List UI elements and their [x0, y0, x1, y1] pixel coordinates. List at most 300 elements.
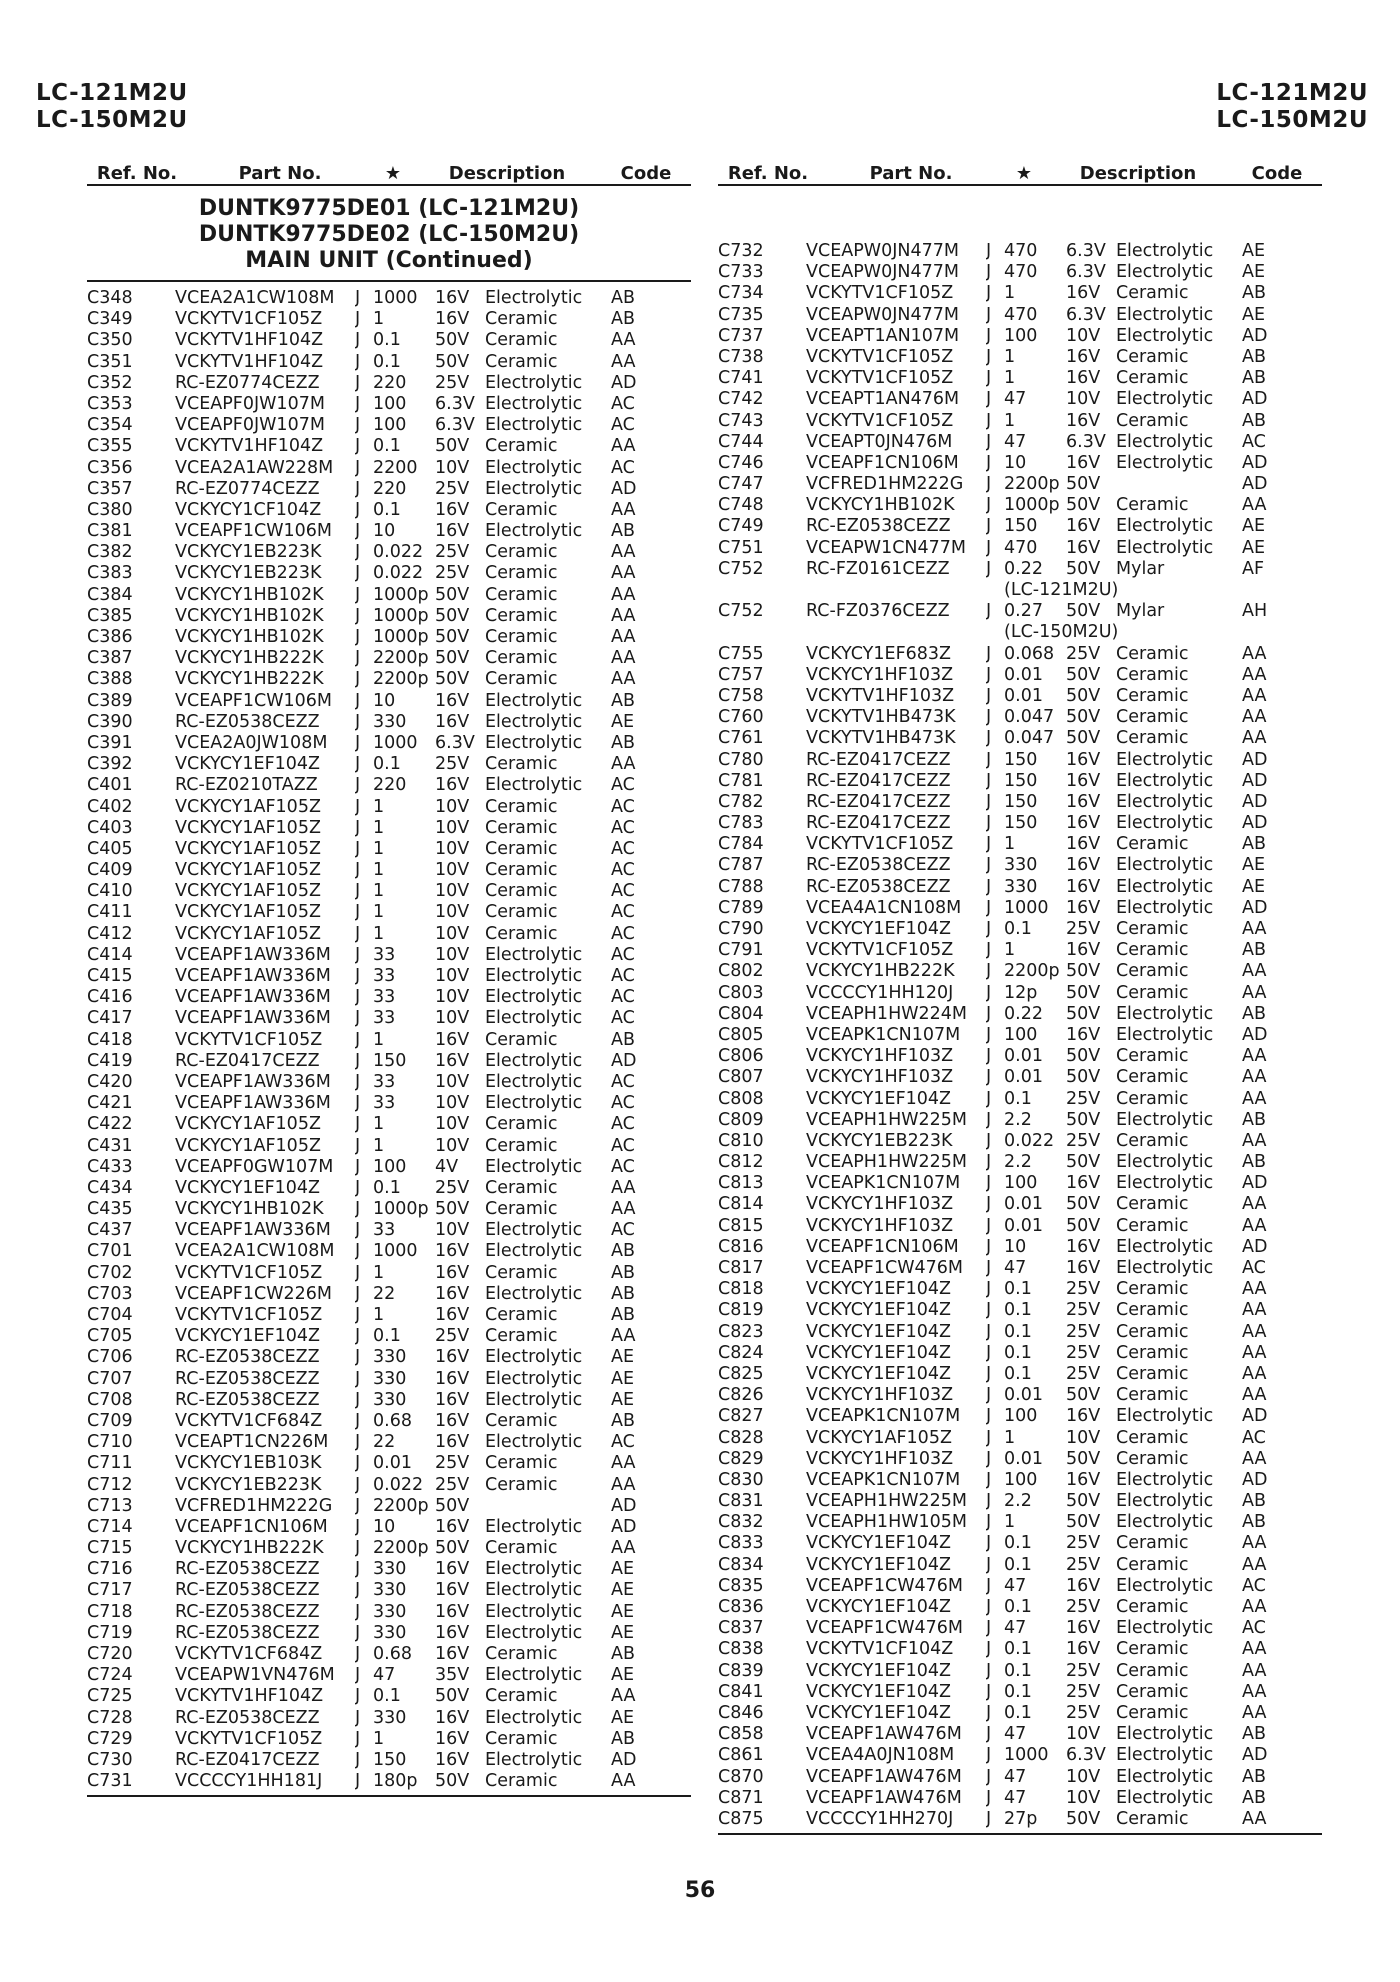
cell-type: Electrolytic	[1116, 876, 1214, 897]
cell-voltage: 16V	[435, 1432, 470, 1453]
cell-voltage: 16V	[1066, 410, 1101, 431]
cell-voltage: 50V	[1066, 707, 1101, 728]
cell-part-no: RC-EZ0538CEZZ	[806, 876, 951, 897]
cell-mark: J	[986, 1512, 992, 1533]
cell-mark: J	[986, 728, 992, 749]
cell-voltage: 50V	[1066, 474, 1101, 495]
cell-ref-no: C780	[718, 749, 764, 770]
cell-type: Ceramic	[485, 1771, 558, 1792]
cell-mark: J	[986, 452, 992, 473]
cell-part-no: VCEAPF1AW336M	[175, 1093, 331, 1114]
cell-value: 470	[1004, 262, 1038, 283]
cell-type: Electrolytic	[485, 478, 583, 499]
cell-code: AA	[1242, 1639, 1267, 1660]
cell-value: 0.1	[1004, 919, 1032, 939]
table-row	[87, 1008, 691, 1029]
cell-type: Ceramic	[1116, 495, 1189, 516]
cell-value: 1	[373, 1029, 385, 1050]
cell-mark: J	[355, 1749, 361, 1770]
cell-value: 1	[373, 1305, 385, 1325]
cell-type: Ceramic	[1116, 940, 1189, 961]
cell-mark: J	[986, 1215, 992, 1236]
cell-mark: J	[355, 1220, 361, 1241]
cell-mark: J	[355, 1347, 361, 1368]
cell-part-no: VCEAPF1CW226M	[175, 1283, 332, 1304]
cell-ref-no: C803	[718, 982, 764, 1003]
cell-part-no: VCEAPH1HW224M	[806, 1003, 968, 1024]
cell-type: Ceramic	[485, 330, 558, 351]
table-row	[87, 1178, 691, 1199]
cell-code: AD	[1242, 1236, 1268, 1257]
table-row	[718, 601, 1322, 622]
cell-mark: J	[986, 1406, 992, 1427]
cell-ref-no: C833	[718, 1533, 764, 1554]
cell-ref-no: C412	[87, 923, 133, 944]
cell-mark: J	[355, 1410, 361, 1431]
cell-ref-no: C834	[718, 1554, 764, 1575]
cell-voltage: 16V	[1066, 1575, 1101, 1596]
cell-part-no: VCKYCY1AF105Z	[175, 923, 321, 944]
cell-code: AE	[1242, 262, 1266, 283]
cell-code: AD	[611, 478, 637, 499]
cell-voltage: 16V	[1066, 1258, 1101, 1278]
cell-voltage: 25V	[435, 1453, 470, 1474]
cell-value: 330	[1004, 855, 1038, 876]
cell-type: Ceramic	[1116, 1215, 1189, 1236]
table-row	[718, 1449, 1322, 1470]
cell-value: 150	[1004, 749, 1038, 770]
cell-value: 2.2	[1004, 1152, 1032, 1173]
cell-ref-no: C817	[718, 1258, 764, 1278]
cell-type: Ceramic	[485, 1410, 558, 1431]
table-row	[718, 792, 1322, 813]
cell-mark: J	[355, 627, 361, 647]
cell-value: 1	[1004, 368, 1016, 389]
cell-ref-no: C871	[718, 1787, 764, 1808]
cell-mark: J	[355, 1156, 361, 1177]
cell-part-no: VCEAPF1CW476M	[806, 1258, 963, 1278]
cell-mark: J	[355, 309, 361, 330]
table-row	[718, 898, 1322, 919]
cell-type: Ceramic	[1116, 1554, 1189, 1575]
cell-type: Electrolytic	[485, 944, 583, 965]
cell-part-no: VCFRED1HM222G	[175, 1495, 333, 1516]
cell-voltage: 10V	[1066, 1724, 1101, 1745]
cell-voltage: 25V	[1066, 1279, 1101, 1300]
cell-value: 2200p	[373, 648, 429, 669]
header-star: ★	[384, 163, 402, 184]
table-row	[87, 1263, 691, 1284]
cell-code: AC	[611, 1220, 635, 1241]
cell-part-no: RC-EZ0538CEZZ	[806, 516, 951, 537]
table-row	[718, 961, 1322, 982]
cell-value: 0.1	[1004, 1321, 1032, 1342]
table-row	[87, 1114, 691, 1135]
cell-voltage: 50V	[1066, 1194, 1101, 1215]
cell-value: 2200p	[373, 1495, 429, 1516]
cell-type: Ceramic	[1116, 410, 1189, 431]
cell-mark: J	[986, 1469, 992, 1490]
cell-part-no: VCKYCY1EF104Z	[806, 1660, 952, 1681]
cell-code: AF	[1242, 558, 1265, 579]
cell-part-no: VCKYCY1EF104Z	[806, 1702, 952, 1723]
cell-mark: J	[355, 351, 361, 372]
cell-type: Ceramic	[485, 881, 558, 902]
cell-value: 1	[373, 902, 385, 923]
cell-ref-no: C783	[718, 813, 764, 834]
table-row	[718, 516, 1322, 537]
cell-part-no: VCKYCY1EB223K	[175, 563, 322, 584]
cell-type: Ceramic	[1116, 1597, 1189, 1617]
table-row	[87, 373, 691, 394]
cell-value: 1	[1004, 940, 1016, 961]
cell-part-no: VCKYCY1HB102K	[175, 1199, 324, 1220]
cell-ref-no: C809	[718, 1109, 764, 1130]
cell-part-no: VCKYTV1HB473K	[806, 728, 956, 749]
cell-voltage: 50V	[1066, 1003, 1101, 1024]
cell-voltage: 50V	[1066, 1152, 1101, 1173]
cell-value: 100	[373, 393, 407, 414]
cell-code: AD	[611, 372, 637, 393]
cell-part-no: VCKYTV1CF105Z	[806, 410, 954, 431]
cell-type: Ceramic	[1116, 1427, 1189, 1448]
cell-type: Electrolytic	[485, 288, 583, 308]
cell-mark: J	[986, 1808, 992, 1829]
table-row	[87, 1602, 691, 1623]
cell-voltage: 16V	[1066, 1618, 1101, 1639]
cell-part-no: VCEAPK1CN107M	[806, 1469, 961, 1490]
cell-voltage: 16V	[435, 309, 470, 330]
cell-mark: J	[986, 1597, 992, 1617]
table-row	[87, 648, 691, 669]
table-row	[718, 389, 1322, 410]
cell-part-no: VCEA2A0JW108M	[175, 732, 328, 753]
table-row	[87, 330, 691, 351]
cell-mark: J	[986, 1448, 992, 1469]
cell-voltage: 16V	[435, 1410, 470, 1431]
cell-voltage: 16V	[435, 1050, 470, 1071]
cell-type: Electrolytic	[1116, 1724, 1214, 1745]
cell-type: Electrolytic	[1116, 770, 1214, 791]
cell-code: AA	[1242, 1681, 1267, 1702]
cell-mark: J	[986, 1533, 992, 1554]
cell-value: 100	[373, 415, 407, 436]
cell-type: Ceramic	[485, 1114, 558, 1135]
cell-code: AB	[1242, 1724, 1266, 1745]
cell-code: AA	[1242, 685, 1267, 706]
cell-code: AC	[611, 860, 635, 881]
cell-voltage: 50V	[1066, 664, 1101, 685]
table-row	[87, 563, 691, 584]
cell-mark: J	[355, 987, 361, 1008]
cell-code: AA	[611, 1453, 636, 1474]
cell-ref-no: C383	[87, 563, 133, 584]
cell-mark: J	[986, 664, 992, 685]
table-row	[87, 797, 691, 818]
model-note: (LC-150M2U)	[1004, 622, 1119, 643]
cell-part-no: RC-EZ0538CEZZ	[175, 1601, 320, 1622]
cell-ref-no: C403	[87, 817, 133, 838]
cell-mark: J	[355, 1601, 361, 1622]
cell-code: AB	[611, 690, 635, 711]
cell-value: 47	[373, 1665, 396, 1686]
cell-mark: J	[986, 1024, 992, 1045]
cell-mark: J	[355, 1241, 361, 1262]
cell-ref-no: C416	[87, 987, 133, 1008]
table-row	[87, 924, 691, 945]
cell-ref-no: C348	[87, 288, 133, 308]
cell-mark: J	[986, 1575, 992, 1596]
cell-voltage: 16V	[1066, 813, 1101, 834]
cell-part-no: VCKYCY1EB223K	[175, 1474, 322, 1495]
cell-part-no: VCKYTV1CF105Z	[806, 346, 954, 367]
cell-mark: J	[986, 897, 992, 918]
cell-code: AA	[1242, 1808, 1267, 1829]
cell-part-no: RC-FZ0161CEZZ	[806, 558, 950, 579]
cell-part-no: VCKYCY1AF105Z	[175, 860, 321, 881]
table-row	[718, 644, 1322, 665]
cell-voltage: 4V	[435, 1156, 459, 1177]
cell-part-no: VCEA2A1CW108M	[175, 1241, 335, 1262]
cell-voltage: 10V	[435, 457, 470, 478]
cell-mark: J	[986, 1236, 992, 1257]
cell-type: Electrolytic	[1116, 241, 1214, 261]
cell-ref-no: C788	[718, 876, 764, 897]
table-row	[718, 1428, 1322, 1449]
cell-code: AE	[611, 1707, 635, 1728]
cell-value: 0.1	[1004, 1554, 1032, 1575]
cell-value: 10	[373, 690, 396, 711]
cell-type: Ceramic	[485, 309, 558, 330]
cell-value: 330	[373, 1580, 407, 1601]
cell-type: Electrolytic	[485, 1749, 583, 1770]
cell-voltage: 16V	[435, 1368, 470, 1389]
cell-value: 0.68	[373, 1410, 412, 1431]
cell-value: 0.01	[1004, 1067, 1043, 1088]
cell-type: Electrolytic	[485, 1389, 583, 1410]
table-row	[87, 1305, 691, 1326]
cell-mark: J	[355, 1771, 361, 1792]
table-row	[718, 1555, 1322, 1576]
cell-part-no: RC-EZ0417CEZZ	[806, 749, 951, 770]
table-row	[87, 606, 691, 627]
cell-voltage: 10V	[1066, 1766, 1101, 1787]
cell-voltage: 16V	[435, 1283, 470, 1304]
table-row	[87, 902, 691, 923]
cell-mark: J	[355, 796, 361, 817]
cell-mark: J	[355, 923, 361, 944]
cell-code: AD	[1242, 1406, 1268, 1427]
cell-value: 0.1	[1004, 1639, 1032, 1660]
cell-value: 2200p	[373, 669, 429, 690]
cell-part-no: VCEAPF1CW476M	[806, 1618, 963, 1639]
cell-code: AC	[611, 838, 635, 859]
cell-type: Mylar	[1116, 558, 1165, 579]
cell-ref-no: C838	[718, 1639, 764, 1660]
table-row	[718, 1406, 1322, 1427]
cell-type: Electrolytic	[485, 457, 583, 478]
cell-type: Ceramic	[1116, 1279, 1189, 1300]
cell-voltage: 10V	[435, 923, 470, 944]
cell-ref-no: C841	[718, 1681, 764, 1702]
cell-code: AB	[1242, 940, 1266, 961]
cell-code: AC	[611, 457, 635, 478]
cell-code: AC	[611, 881, 635, 902]
cell-part-no: VCKYCY1HF103Z	[806, 664, 954, 685]
cell-type: Ceramic	[485, 1177, 558, 1198]
model-name-2: LC-150M2U	[1216, 107, 1368, 133]
table-row	[718, 1237, 1322, 1258]
table-row	[87, 669, 691, 690]
cell-mark: J	[986, 834, 992, 855]
table-row	[718, 1788, 1322, 1809]
cell-type: Electrolytic	[1116, 1109, 1214, 1130]
cell-code: AC	[611, 1093, 635, 1114]
cell-code: AA	[1242, 1088, 1267, 1109]
cell-voltage: 50V	[1066, 1491, 1101, 1512]
cell-code: AE	[611, 1601, 635, 1622]
cell-mark: J	[986, 474, 992, 495]
cell-ref-no: C814	[718, 1194, 764, 1215]
cell-code: AD	[611, 1495, 637, 1516]
table-header	[718, 150, 1322, 186]
table-row	[718, 262, 1322, 283]
cell-code: AA	[1242, 1363, 1267, 1384]
cell-ref-no: C791	[718, 940, 764, 961]
cell-voltage: 16V	[1066, 1236, 1101, 1257]
cell-ref-no: C816	[718, 1236, 764, 1257]
cell-mark: J	[355, 1580, 361, 1601]
cell-code: AA	[611, 1474, 636, 1495]
cell-type: Ceramic	[1116, 1808, 1189, 1829]
cell-ref-no: C388	[87, 669, 133, 690]
cell-type: Electrolytic	[485, 1432, 583, 1453]
table-row	[87, 1623, 691, 1644]
cell-code: AA	[611, 330, 636, 351]
table-row	[87, 1517, 691, 1538]
cell-value: 0.01	[373, 1453, 412, 1474]
cell-code: AB	[1242, 1109, 1266, 1130]
cell-value: 47	[1004, 1766, 1027, 1787]
cell-value: 1000	[373, 732, 418, 753]
cell-voltage: 16V	[1066, 368, 1101, 389]
cell-type: Electrolytic	[1116, 813, 1214, 834]
cell-voltage: 50V	[435, 1771, 470, 1792]
cell-voltage: 16V	[1066, 1406, 1101, 1427]
cell-ref-no: C818	[718, 1279, 764, 1300]
cell-ref-no: C741	[718, 368, 764, 389]
cell-part-no: VCEA4A1CN108M	[806, 897, 962, 918]
cell-mark: J	[355, 817, 361, 838]
cell-ref-no: C752	[718, 558, 764, 579]
cell-mark: J	[986, 1787, 992, 1808]
table-row	[718, 368, 1322, 389]
cell-ref-no: C823	[718, 1321, 764, 1342]
cell-voltage: 16V	[1066, 940, 1101, 961]
cell-voltage: 16V	[435, 1644, 470, 1664]
cell-voltage: 6.3V	[435, 415, 475, 436]
cell-voltage: 25V	[1066, 1681, 1101, 1702]
cell-voltage: 50V	[435, 1199, 470, 1220]
cell-type: Ceramic	[485, 351, 558, 372]
cell-type: Ceramic	[1116, 1088, 1189, 1109]
cell-part-no: VCKYTV1HF104Z	[175, 436, 324, 457]
cell-part-no: VCEAPH1HW225M	[806, 1109, 968, 1130]
cell-type: Ceramic	[485, 436, 558, 457]
parts-list-right	[718, 186, 1322, 1830]
cell-code: AD	[1242, 474, 1268, 495]
cell-mark: J	[355, 1389, 361, 1410]
cell-mark: J	[355, 1453, 361, 1474]
cell-voltage: 10V	[435, 796, 470, 817]
cell-mark: J	[355, 478, 361, 499]
table-row	[87, 818, 691, 839]
table-row	[87, 1326, 691, 1347]
cell-value: 0.1	[1004, 1342, 1032, 1363]
cell-type: Ceramic	[485, 1474, 558, 1495]
cell-mark: J	[355, 1474, 361, 1495]
table-row	[87, 1030, 691, 1051]
cell-type: Electrolytic	[1116, 1003, 1214, 1024]
cell-mark: J	[986, 1745, 992, 1766]
cell-mark: J	[355, 288, 361, 308]
cell-voltage: 6.3V	[1066, 1745, 1106, 1766]
cell-ref-no: C804	[718, 1003, 764, 1024]
cell-type: Electrolytic	[485, 966, 583, 986]
cell-part-no: VCKYCY1EF104Z	[806, 1681, 952, 1702]
cell-voltage: 16V	[435, 1707, 470, 1728]
cell-value: 1000p	[1004, 495, 1060, 516]
cell-part-no: VCEAPT0JN476M	[806, 431, 953, 452]
cell-ref-no: C410	[87, 881, 133, 902]
cell-mark: J	[986, 1554, 992, 1575]
cell-value: 470	[1004, 241, 1038, 261]
cell-part-no: VCEAPW0JN477M	[806, 262, 959, 283]
cell-ref-no: C435	[87, 1199, 133, 1220]
cell-value: 10	[1004, 452, 1027, 473]
cell-code: AC	[611, 817, 635, 838]
cell-value: 330	[373, 1622, 407, 1643]
cell-mark: J	[355, 1665, 361, 1686]
cell-code: AA	[611, 499, 636, 520]
cell-mark: J	[355, 1495, 361, 1516]
cell-mark: J	[986, 1363, 992, 1384]
cell-voltage: 10V	[435, 1008, 470, 1029]
cell-code: AD	[1242, 1173, 1268, 1194]
cell-ref-no: C390	[87, 711, 133, 732]
cell-ref-no: C729	[87, 1728, 133, 1749]
cell-part-no: RC-EZ0538CEZZ	[175, 1580, 320, 1601]
cell-mark: J	[355, 648, 361, 669]
cell-code: AB	[1242, 1766, 1266, 1787]
table-row	[87, 1432, 691, 1453]
cell-part-no: VCKYTV1CF104Z	[806, 1639, 954, 1660]
cell-code: AC	[1242, 1427, 1266, 1448]
cell-mark: J	[986, 1152, 992, 1173]
cell-type: Electrolytic	[1116, 1152, 1214, 1173]
cell-mark: J	[986, 770, 992, 791]
cell-type: Electrolytic	[1116, 1406, 1214, 1427]
cell-voltage: 16V	[1066, 1469, 1101, 1490]
cell-voltage: 50V	[435, 627, 470, 647]
cell-part-no: VCEAPF1CW106M	[175, 690, 332, 711]
cell-part-no: VCKYCY1AF105Z	[175, 1114, 321, 1135]
cell-voltage: 50V	[1066, 1448, 1101, 1469]
cell-part-no: VCKYTV1HF104Z	[175, 1686, 324, 1707]
cell-mark: J	[986, 1130, 992, 1151]
cell-part-no: VCEAPF1CN106M	[806, 1236, 959, 1257]
cell-voltage: 10V	[435, 1093, 470, 1114]
